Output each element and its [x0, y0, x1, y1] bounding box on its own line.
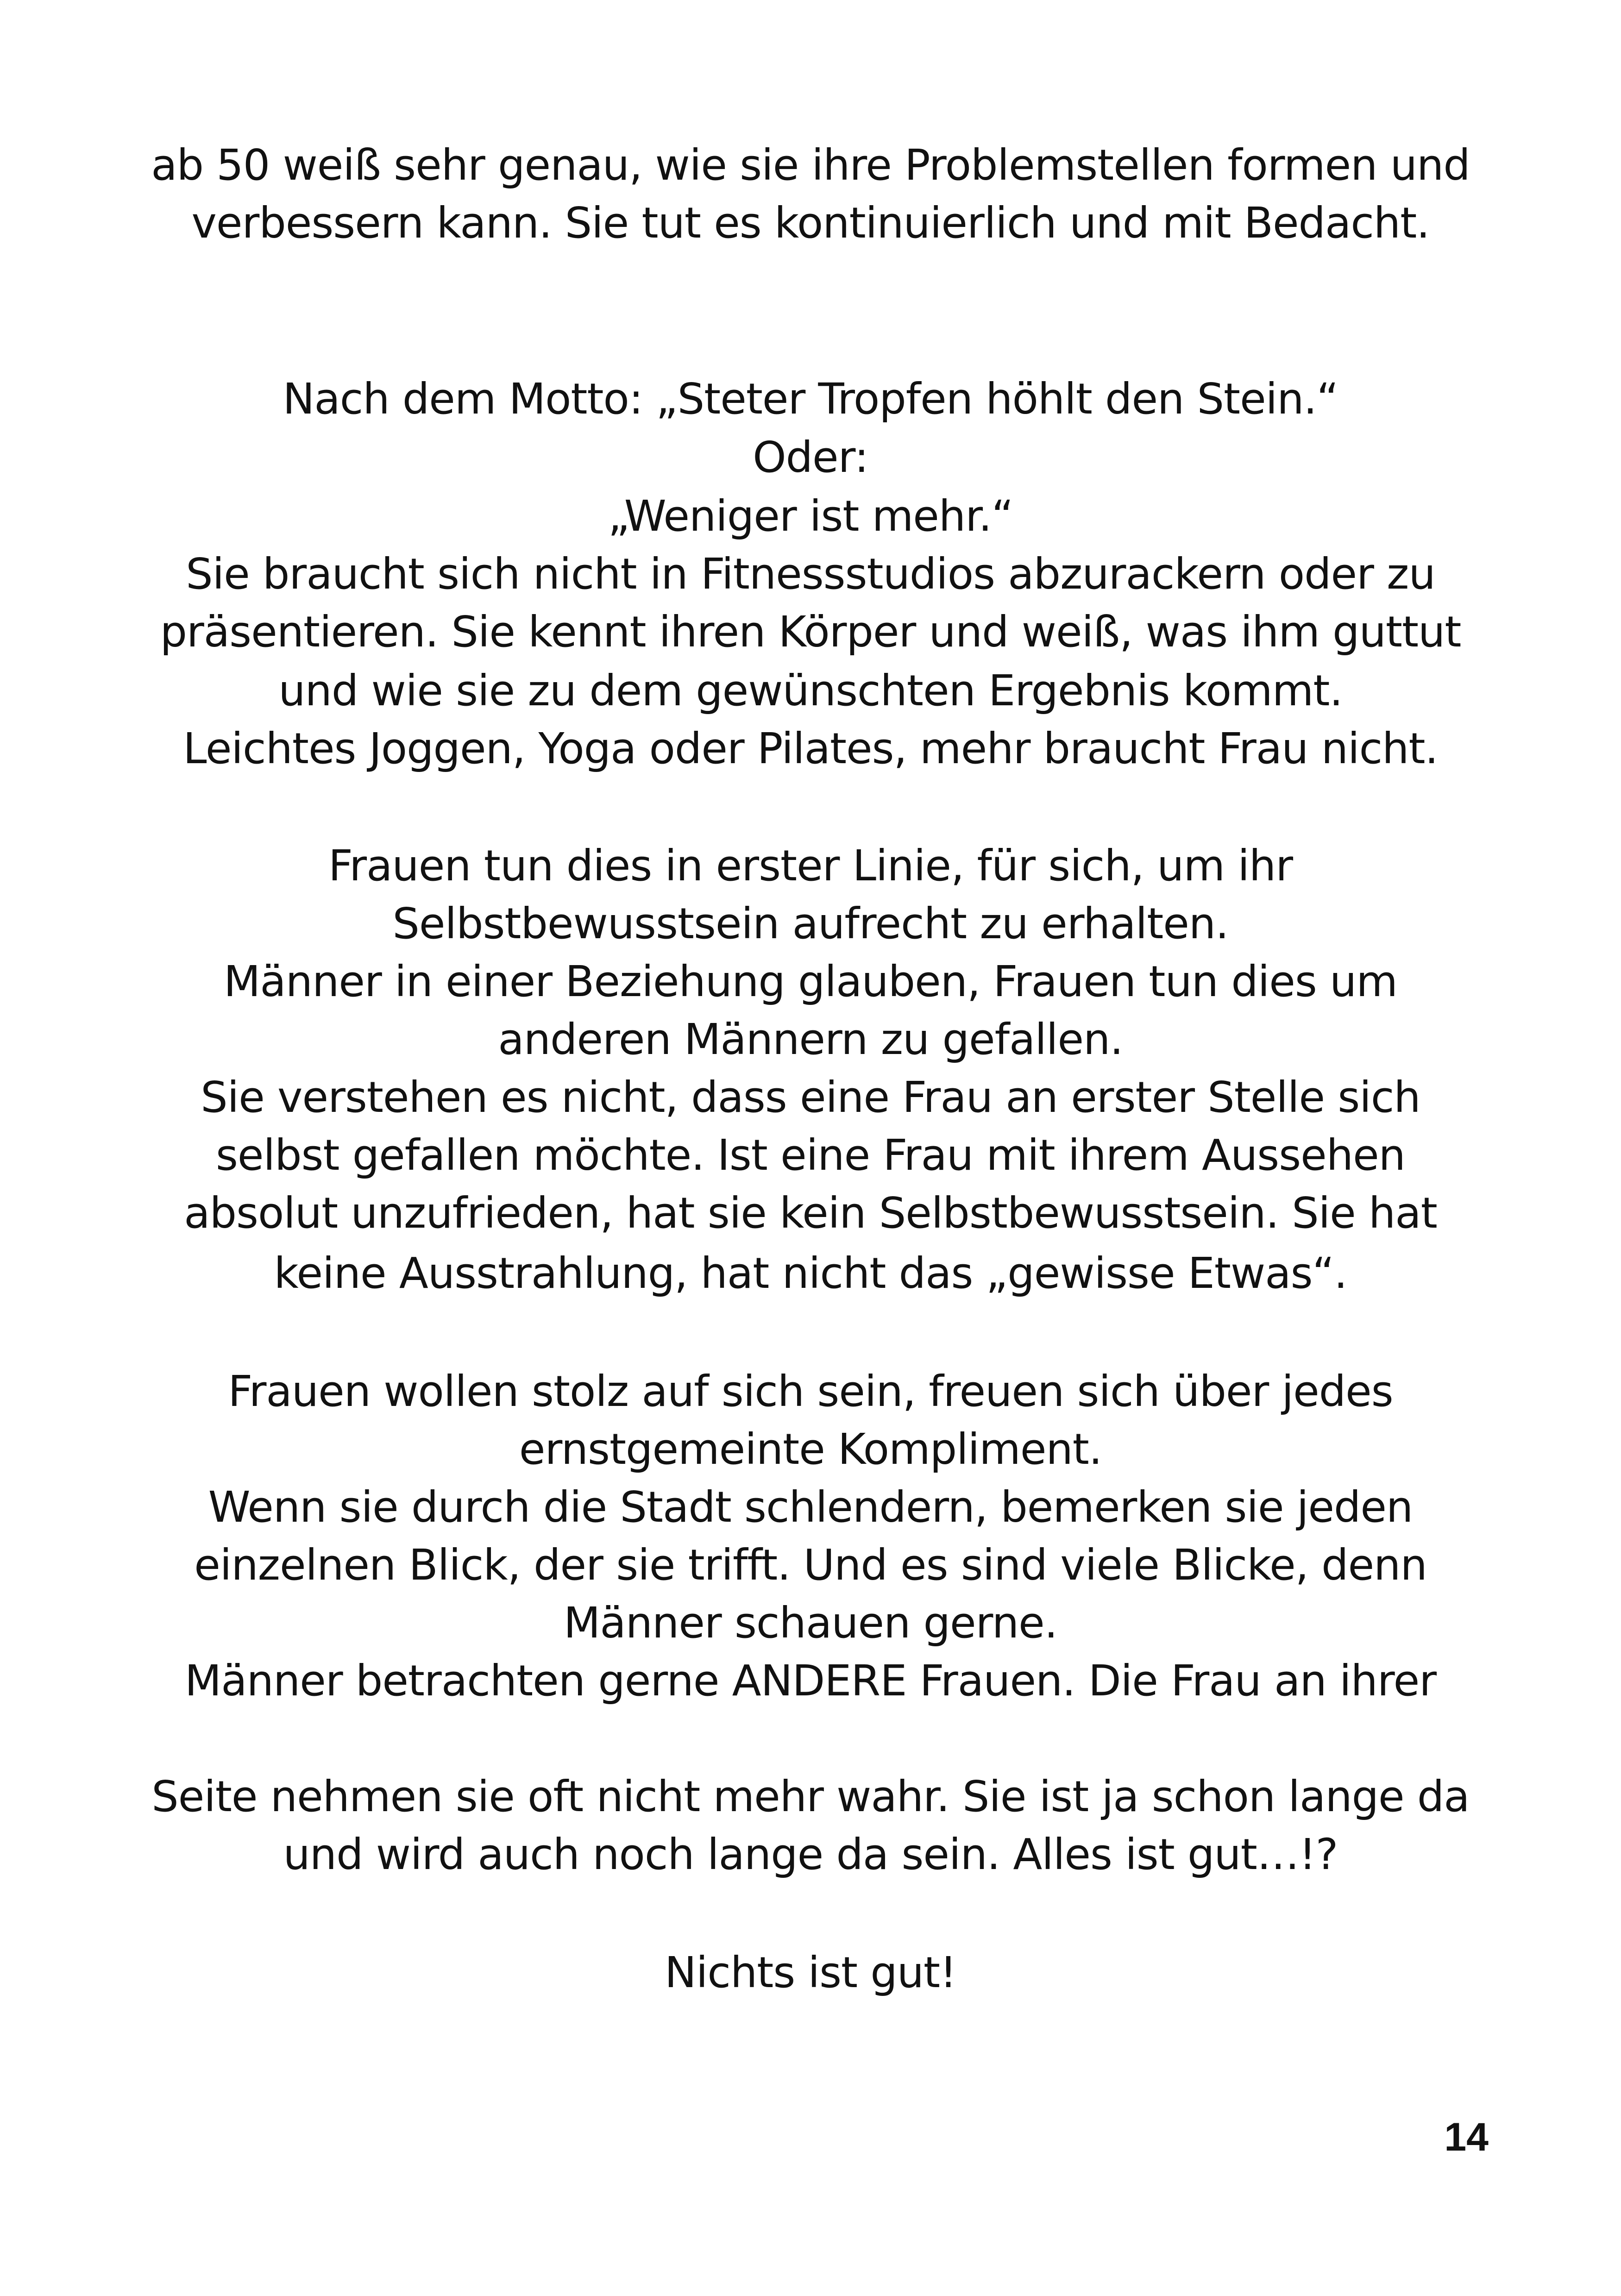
- text-line: Oder:: [753, 433, 868, 482]
- text-line: Männer betrachten gerne ANDERE Frauen. Die Frau an ihrer: [184, 1656, 1437, 1706]
- text-line: Selbstbewusstsein aufrecht zu erhalten.: [392, 899, 1229, 948]
- text-line: einzelnen Blick, der sie trifft. Und es sind viele Blicke, denn: [194, 1540, 1427, 1590]
- text-line: ernstgemeinte Kompliment.: [519, 1424, 1102, 1474]
- text-line: absolut unzufrieden, hat sie kein Selbstbewusstsein. Sie hat: [184, 1188, 1437, 1238]
- text-line: anderen Männern zu gefallen.: [498, 1015, 1123, 1064]
- text-line: Nichts ist gut!: [665, 1948, 956, 1997]
- text-line: Männer schauen gerne.: [563, 1598, 1058, 1648]
- text-line: Seite nehmen sie oft nicht mehr wahr. Sie ist ja schon lange da: [151, 1772, 1470, 1821]
- text-line: Leichtes Joggen, Yoga oder Pilates, mehr braucht Frau nicht.: [183, 724, 1438, 773]
- text-line: Wenn sie durch die Stadt schlendern, bemerken sie jeden: [208, 1482, 1413, 1532]
- text-line: Sie braucht sich nicht in Fitnessstudios abzurackern oder zu: [186, 549, 1435, 599]
- text-line: und wie sie zu dem gewünschten Ergebnis kommt.: [278, 666, 1343, 715]
- text-line: und wird auch noch lange da sein. Alles ist gut…!?: [283, 1830, 1338, 1879]
- text-line: „Weniger ist mehr.“: [608, 491, 1013, 541]
- text-line: ab 50 weiß sehr genau, wie sie ihre Problemstellen formen und: [151, 140, 1470, 190]
- text-line: keine Ausstrahlung, hat nicht das „gewisse Etwas“.: [274, 1248, 1347, 1298]
- text-line: Männer in einer Beziehung glauben, Frauen tun dies um: [224, 957, 1397, 1006]
- text-line: präsentieren. Sie kennt ihren Körper und weiß, was ihm guttut: [160, 607, 1461, 657]
- text-line: Frauen tun dies in erster Linie, für sich, um ihr: [328, 841, 1293, 891]
- text-line: selbst gefallen möchte. Ist eine Frau mit ihrem Aussehen: [216, 1130, 1405, 1180]
- text-line: Sie verstehen es nicht, dass eine Frau an erster Stelle sich: [201, 1073, 1420, 1122]
- page-number: 14: [1444, 2115, 1489, 2159]
- text-line: verbessern kann. Sie tut es kontinuierlich und mit Bedacht.: [191, 198, 1430, 248]
- text-line: Nach dem Motto: „Steter Tropfen höhlt den Stein.“: [283, 374, 1338, 424]
- text-line: Frauen wollen stolz auf sich sein, freuen sich über jedes: [228, 1367, 1393, 1416]
